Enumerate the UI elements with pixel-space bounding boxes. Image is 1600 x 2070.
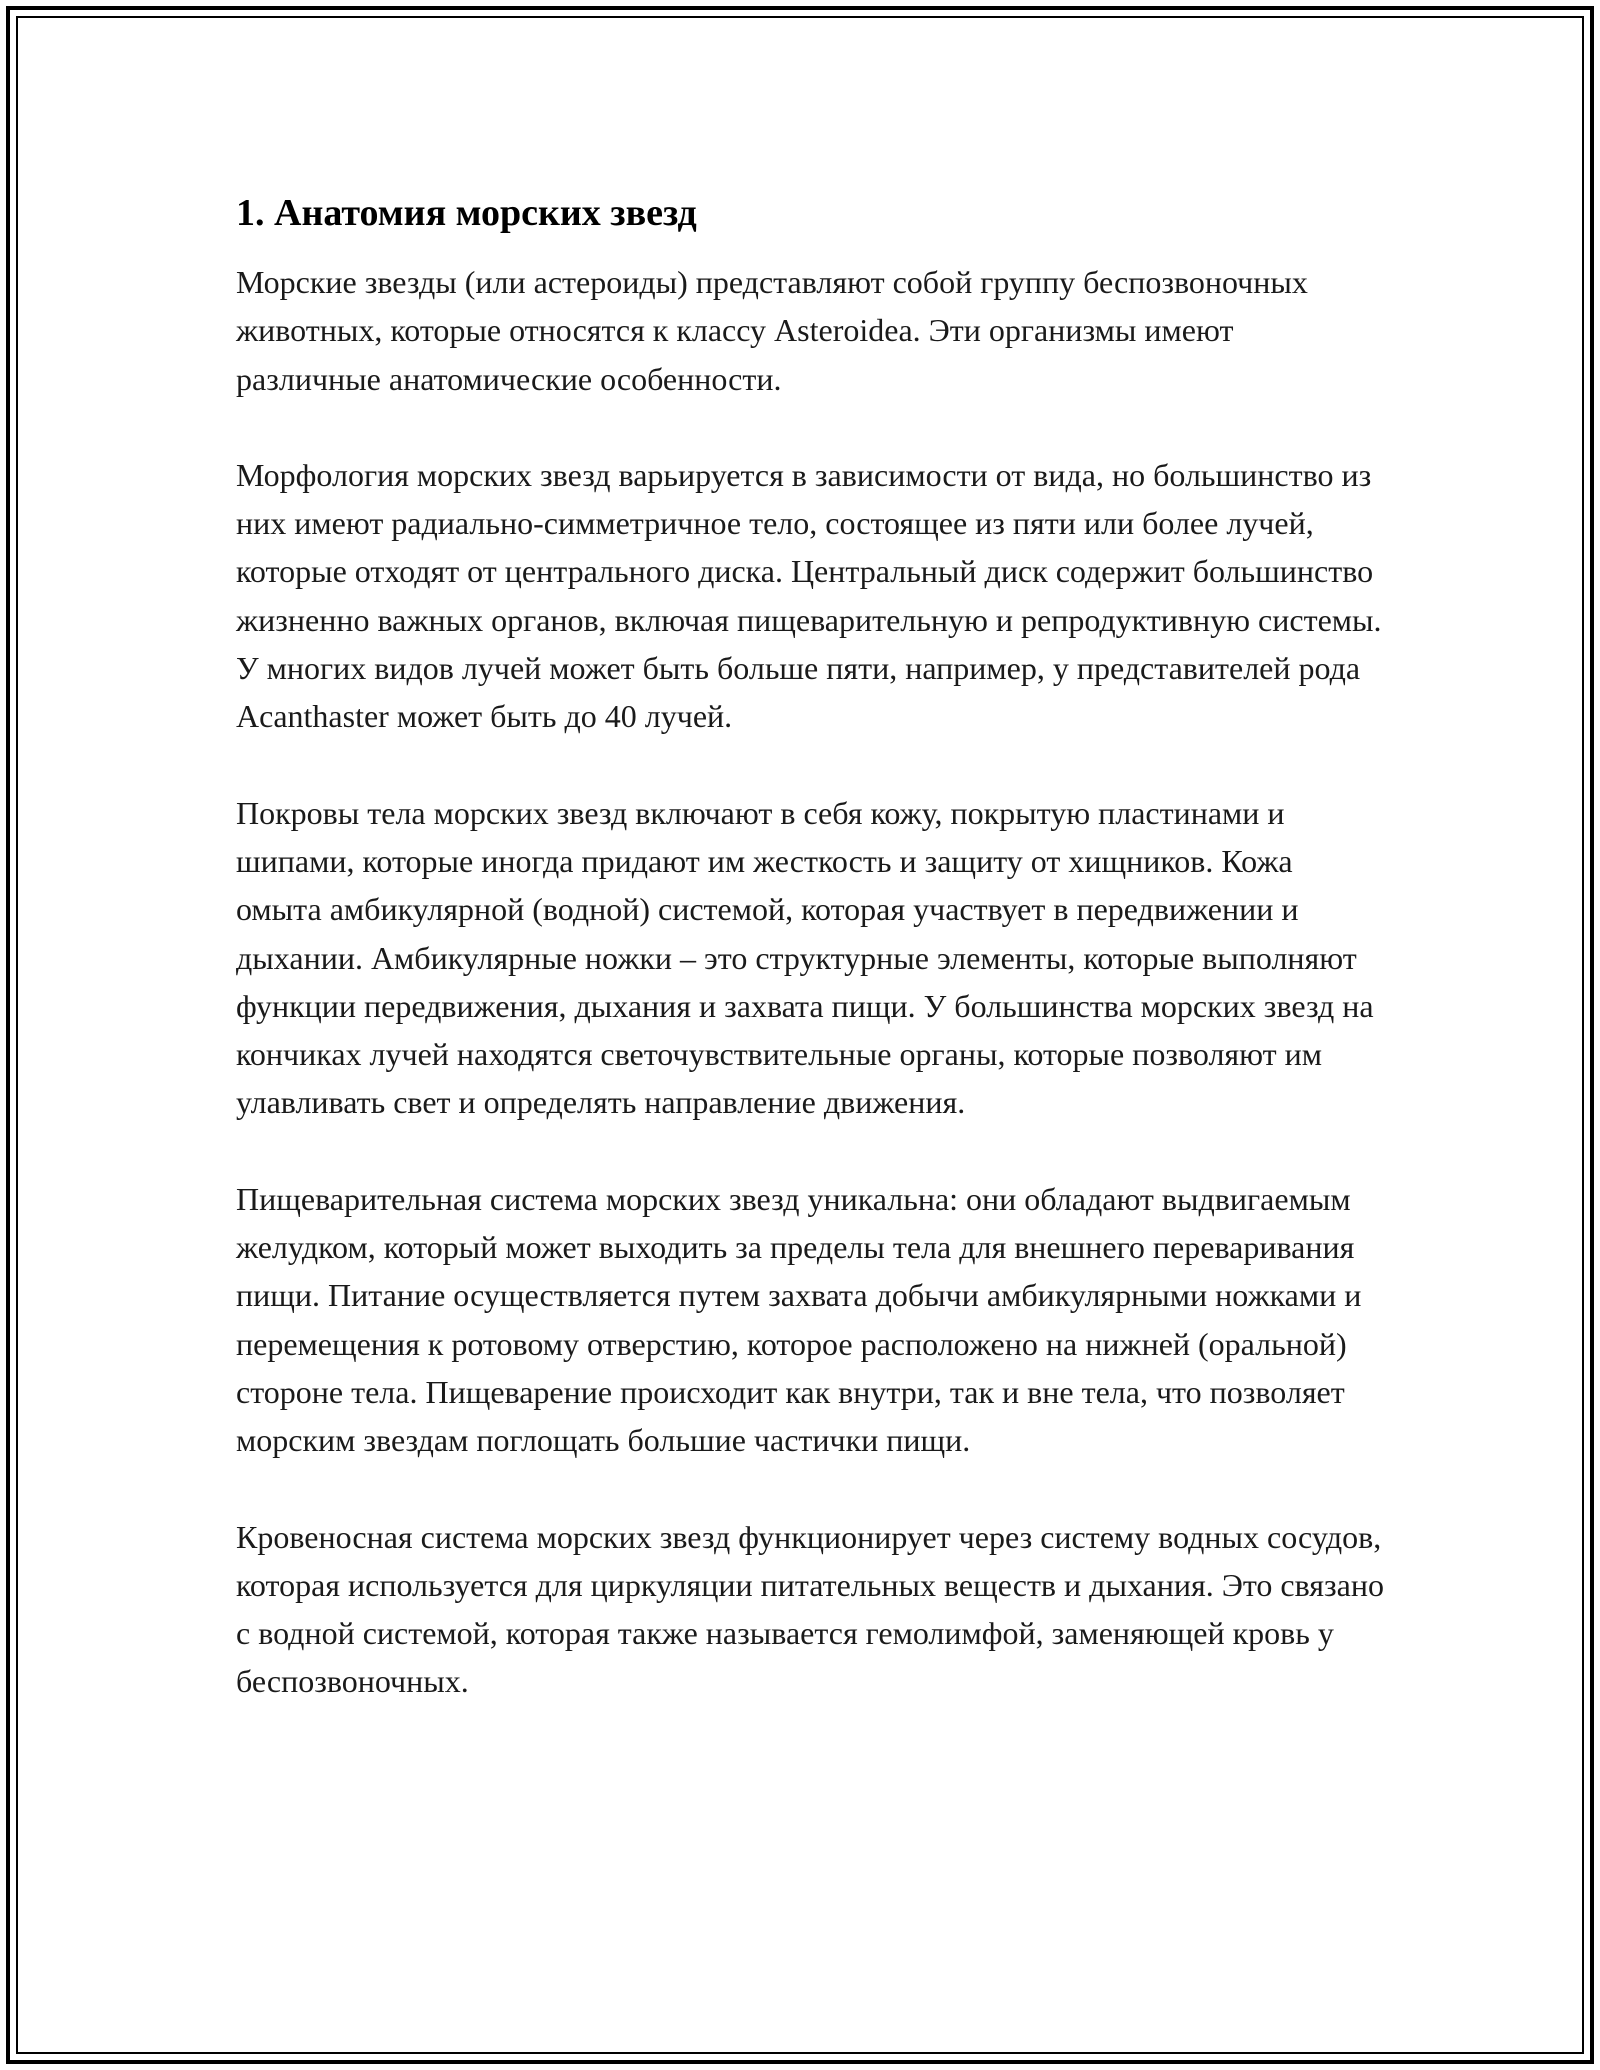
paragraph-circulatory-system: Кровеносная система морских звезд функционирует через систему водных сосудов, которая используется для циркуляции питательных веществ и дыхания. Это связано с водной системой, которая также называется гемолимфой, заменяющей кровь у беспозвоночных. bbox=[236, 1518, 1384, 1700]
paragraph-integument: Покровы тела морских звезд включают в себя кожу, покрытую пластинами и шипами, которые иногда придают им жесткость и защиту от хищников. Кожа омыта амбикулярной (водной) системой, которая участвует в передвижении и дыхании. Амбикулярные ножки – это структурные элементы, которые выполняют функции передвижения, дыхания и захвата пищи. У большинства морских звезд на кончиках лучей находятся светочувствительные органы, которые позволяют им улавливать свет и определять направление движения. bbox=[236, 794, 1374, 1121]
section-heading: 1. Анатомия морских звезд bbox=[236, 192, 697, 234]
paragraph-morphology: Морфология морских звезд варьируется в зависимости от вида, но большинство из них имеют радиально-симметричное тело, состоящее из пяти или более лучей, которые отходят от центрального диска. Центральный диск содержит большинство жизненно важных органов, включая пищеварительную и репродуктивную системы. У многих видов лучей может быть больше пяти, например, у представителей рода Acanthaster может быть до 40 лучей. bbox=[236, 456, 1382, 735]
paragraph-intro: Морские звезды (или астероиды) представляют собой группу беспозвоночных животных, которые относятся к классу Asteroidea. Эти организмы имеют различные анатомические особенности. bbox=[236, 264, 1308, 397]
document-body bbox=[236, 188, 1386, 1754]
paragraph-digestive-system: Пищеварительная система морских звезд уникальна: они обладают выдвигаемым желудком, который может выходить за пределы тела для внешнего переваривания пищи. Питание осуществляется путем захвата добычи амбикулярными ножками и перемещения к ротовому отверстию, которое расположено на нижней (оральной) стороне тела. Пищеварение происходит как внутри, так и вне тела, что позволяет морским звездам поглощать большие частички пищи. bbox=[236, 1180, 1362, 1459]
